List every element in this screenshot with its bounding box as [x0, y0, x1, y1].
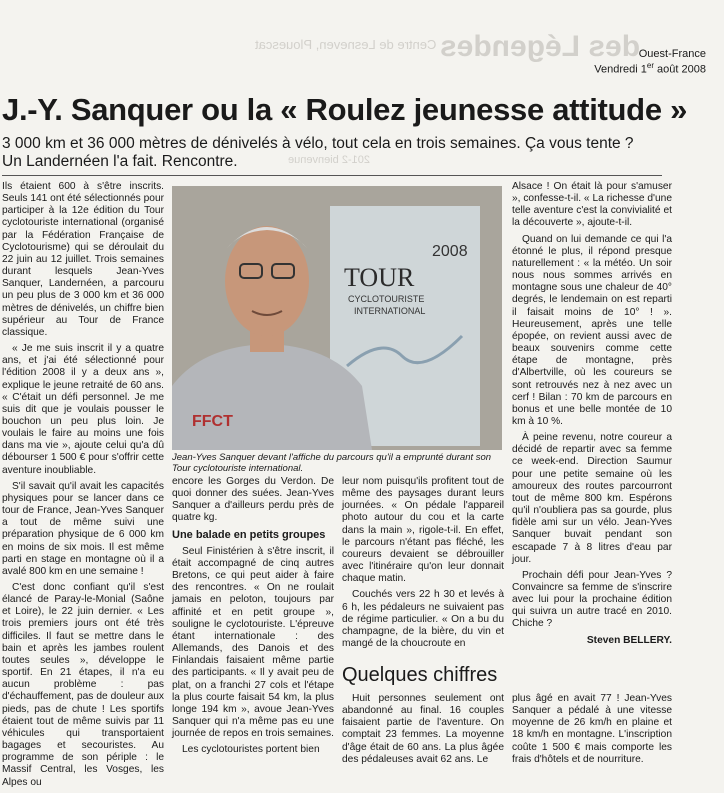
paragraph: Les cyclotouristes portent bien — [182, 744, 320, 756]
article-column-3 — [342, 476, 504, 654]
bleed-through-text: Centre de Lesneven, Plouescat — [255, 37, 437, 52]
bleed-through-text: 201-2 bienvenue — [288, 154, 370, 166]
article-headline: J.-Y. Sanquer ou la « Roulez jeunesse attitude » — [2, 92, 688, 127]
publication-date: Vendredi 1er août 2008 — [594, 61, 706, 76]
jersey-logo: FFCT — [192, 413, 233, 430]
article-photo — [172, 186, 502, 450]
article-column-2 — [172, 476, 334, 760]
photo-caption: Jean-Yves Sanquer devant l'affiche du parcours qu'il a emprunté durant son Tour cyclotouriste international. — [172, 452, 492, 474]
paragraph: Prochain défi pour Jean-Yves ? Convaincre sa femme de s'inscrire avec lui pour la prochaine édition qui suivra un autre tracé en 2010. Chiche ? — [512, 569, 672, 630]
newspaper-name: Ouest-France — [638, 48, 706, 60]
paragraph: Alsace ! On était là pour s'amuser », confesse-t-il. « La richesse d'une telle aventure c'est la convivialité et la découverte », ajoute-t-il. — [512, 181, 672, 229]
subtitle-line: Un Landernéen l'a fait. Rencontre. — [2, 153, 238, 170]
section-subhead: Une balade en petits groupes — [172, 528, 326, 541]
cyclist-face — [225, 226, 309, 336]
sidebar-column-1 — [342, 693, 504, 770]
paragraph: « Je me suis inscrit il y a quatre ans, et j'ai été sélectionné pour l'édition 2008 il y a deux ans », explique le jeune retraité de 60 ans. « C'était un défi personnel. Je me suis dit que je voulais pousser le bouchon un peu plus loin. Je voulais le faire au moins une fois dans ma vie », ajoute celui qu'a dû débourser 1 500 € pour s'offrir cette aventure inoubliable. — [2, 343, 164, 476]
bleed-through-heading: des Légendes — [440, 30, 641, 63]
author-signature: Steven BELLERY. — [586, 634, 672, 646]
divider — [2, 175, 662, 176]
paragraph: leur nom puisqu'ils profitent tout de même des paysages durant leurs journées. « On pédale l'appareil photo autour du cou et la carte dans la main », rigole-t-il. En effet, le parcours n'étant pas fléché, les coureurs devaient se débrouiller avec l'itinéraire qu'on leur donnait chaque matin. — [342, 476, 504, 585]
sidebar-column-2 — [512, 693, 672, 770]
article-column-4 — [512, 181, 672, 651]
paragraph: C'est donc confiant qu'il s'est élancé de Paray-le-Monial (Saône et Loire), le 22 juin dernier. « Les trois premiers jours ont été très difficiles. Il faut se mettre dans le bain et après les jambes roulent toutes seules », développe le sportif. En 21 étapes, il n'a eu aucun problème : pas d'échauffement, pas de douleur aux pieds, pas de chute ! Les sportifs étaient tout de même suivis par 11 véhicules qui transportaient bagages et secouristes. Au programme de son périple : le Massif Central, les Vosges, les Alpes ou — [2, 582, 164, 788]
paragraph: Couchés vers 22 h 30 et levés à 6 h, les pédaleurs ne suivaient pas de régime particulier. « On a bu du champagne, de la bière, du vin et mangé de la choucroute en — [342, 589, 504, 650]
poster-subtitle: CYCLOTOURISTE — [348, 294, 425, 304]
masthead — [594, 48, 706, 76]
paragraph: Huit personnes seulement ont abandonné au final. 16 couples faisaient partie de l'aventure. On comptait 23 femmes. La moyenne d'âge était de 60 ans. La plus âgée des pédaleuses avait 62 ans. Le — [342, 693, 504, 765]
photo-illustration — [172, 186, 502, 450]
paragraph: Ils étaient 600 à s'être inscrits. Seuls 141 ont été sélectionnés pour participer à la 12e édition du Tour cyclotouriste international (organisé par la Fédération Française de Cyclotourisme) qui se déroulait du 22 juin au 12 juillet. Trois semaines durant lesquels Jean-Yves Sanquer, Landernéen, a parcouru un peu plus de 3 000 km et 36 000 mètres de dénivelés, un chiffre bien supérieur au Tour de France classique. — [2, 181, 164, 338]
article-subtitle — [2, 135, 634, 171]
poster-title: TOUR — [344, 263, 415, 292]
paragraph: S'il savait qu'il avait les capacités physiques pour se lancer dans ce tour de France, Jean-Yves Sanquer a tout de même suivi une préparation physique de 6 000 km en moins de six mois. Il est même parti en stage en montagne où il a avalé 800 km en une semaine ! — [2, 480, 164, 577]
poster-subtitle: INTERNATIONAL — [354, 306, 426, 316]
paragraph: encore les Gorges du Verdon. De quoi donner des suées. Jean-Yves Sanquer a d'ailleurs perdu près de quatre kg. — [172, 476, 334, 524]
subtitle-line: 3 000 km et 36 000 mètres de dénivelés à vélo, tout cela en trois semaines. Ça vous tente ? — [2, 135, 634, 152]
paragraph: À peine revenu, notre coureur a décidé de repartir avec sa femme ce week-end. Direction Saumur pour une petite semaine où les amoureux des routes parcourront tout de même 800 km. Espérons qu'il n'oubliera pas sa gourde, plus fidèle ami sur un vélo. Jean-Yves Sanquer buvait pendant son escapade 7 à 8 litres d'eau par jour. — [512, 432, 672, 565]
paragraph: Seul Finistérien à s'être inscrit, il était accompagné de cinq autres Bretons, ce qui peut aider à faire des rencontres. « On ne roulait jamais en peloton, toujours par affinité et en petit groupe », souligne le cyclotouriste. L'épreuve étant internationale : des Allemands, des Danois et des Finlandais faisaient même partie des participants. « Il y avait peu de plat, on a franchi 27 cols et l'étape la plus courte faisait 54 km, la plus longe 194 km », avoue Jean-Yves Sanquer qui n'a même pas eu une journée de repos en trois semaines. — [172, 545, 334, 740]
poster-year: 2008 — [432, 243, 468, 260]
article-column-1 — [2, 181, 164, 793]
sidebar-title: Quelques chiffres — [342, 664, 498, 686]
paragraph: Quand on lui demande ce qui l'a étonné le plus, il répond presque naturellement : « la météo. Un soir nous nous sommes arrivés en montagne sous une chaleur de 40° degrés, le lendemain on est reparti il faisait moins de 10° ! ». Heureusement, après une telle épopée, on revient aussi avec de beaux souvenirs comme cette étape de montagne, près d'Albertville, où les coureurs se sont retrouvés nez à nez avec un cerf ! Bilan : 70 km de parcours en bonus et une belle montée de 10 km à 10 %. — [512, 233, 672, 427]
paragraph: plus âgé en avait 77 ! Jean-Yves Sanquer a pédalé à une vitesse moyenne de 26 km/h en plaine et 18 km/h en montagne. L'inscription coûte 1 500 € mais comporte les frais d'hôtels et de nourriture. — [512, 693, 672, 765]
